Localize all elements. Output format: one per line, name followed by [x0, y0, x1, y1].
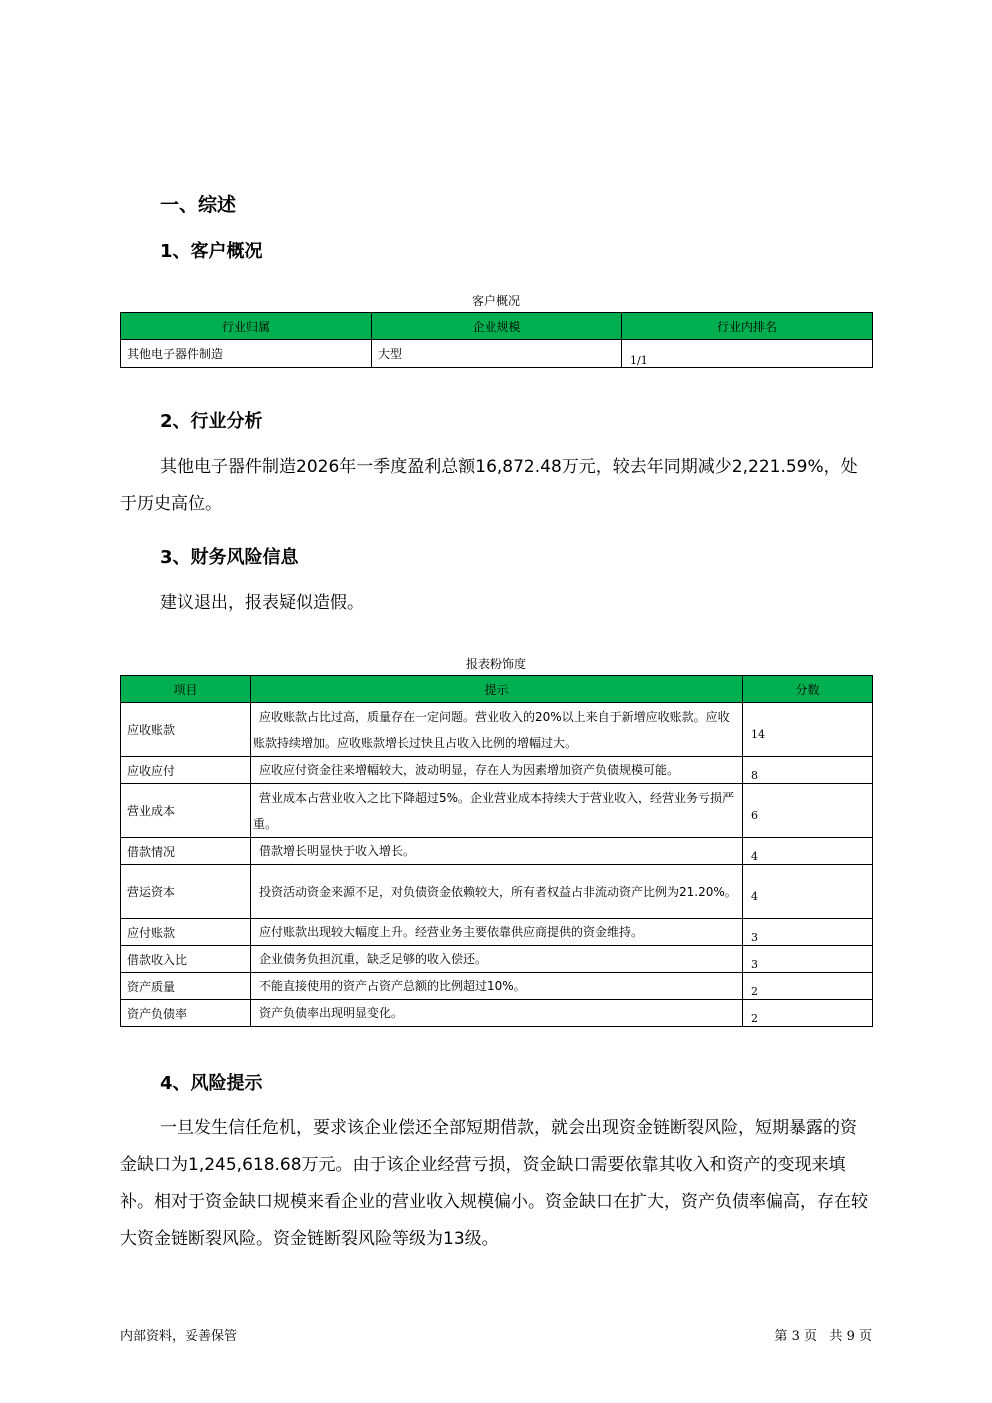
- industry-analysis-paragraph: 其他电子器件制造2026年一季度盈利总额16,872.48万元，较去年同期减少2,221.59%，处于历史高位。: [120, 457, 858, 514]
- score-value: 6: [751, 809, 758, 822]
- section-title-finance: 3、财务风险信息: [160, 547, 299, 568]
- item-cell: 应付账款: [121, 919, 251, 946]
- rank-cell: 1/1: [622, 340, 873, 368]
- window-table-caption: 报表粉饰度: [465, 657, 526, 671]
- score-value: 3: [751, 957, 758, 971]
- score-value: 4: [751, 849, 758, 863]
- hint-text: 企业债务负担沉重，缺乏足够的收入偿还。: [259, 952, 488, 966]
- hint-text: 不能直接使用的资产占资产总额的比例超过10%。: [259, 979, 526, 993]
- table-row: [121, 973, 873, 1000]
- item-cell: 营业成本: [121, 784, 251, 838]
- score-value: 2: [751, 1011, 758, 1025]
- section-title-overview: 一、综述: [160, 194, 237, 216]
- hint-text: 应收账款占比过高，质量存在一定问题。营业收入的20%以上来自于新增应收账款。应收账款持续增加。应收账款增长过快且占收入比例的增幅过大。: [253, 709, 730, 750]
- score-cell: [743, 784, 873, 838]
- score-cell: [743, 838, 873, 865]
- hint-text: 借款增长明显快于收入增长。: [259, 844, 416, 858]
- score-value: 14: [751, 728, 765, 741]
- hint-text: 资产负债率出现明显变化。: [259, 1006, 404, 1020]
- item-cell: 借款情况: [121, 838, 251, 865]
- column-header: 分数: [743, 676, 873, 703]
- total-prefix: 共: [829, 1329, 843, 1344]
- footer-confidential-note: 内部资料，妥善保管: [120, 1329, 238, 1344]
- customer-table-caption: 客户概况: [471, 294, 520, 308]
- score-cell: [743, 973, 873, 1000]
- item-cell: 借款收入比: [121, 946, 251, 973]
- industry-cell: 其他电子器件制造: [121, 340, 372, 368]
- score-cell: [743, 1000, 873, 1027]
- score-value: 3: [751, 930, 758, 944]
- risk-warning-paragraph: 一旦发生信任危机，要求该企业偿还全部短期借款，就会出现资金链断裂风险，短期暴露的资金缺口为1,245,618.68万元。由于该企业经营亏损，资金缺口需要依靠其收入和资产的变现来填补。相对于资金缺口规模来看企业的营业收入规模偏小。资金缺口在扩大，资产负债率偏高，存在较大资金链断裂风险。资金链断裂风险等级为13级。: [120, 1118, 868, 1249]
- score-value: 4: [751, 890, 758, 903]
- column-header: 提示: [251, 676, 743, 703]
- section-title-risk: 4、风险提示: [160, 1073, 263, 1094]
- score-cell: [743, 946, 873, 973]
- page-prefix: 第: [774, 1329, 788, 1344]
- table-header-row: [121, 313, 873, 340]
- score-cell: [743, 865, 873, 919]
- page-current: 3: [791, 1329, 800, 1344]
- score-value: 8: [751, 768, 758, 782]
- hint-cell: [251, 784, 743, 838]
- item-cell: 资产负债率: [121, 1000, 251, 1027]
- hint-cell: [251, 757, 743, 784]
- item-cell: 应收账款: [121, 703, 251, 757]
- footer-page-number: [774, 1325, 872, 1344]
- item-cell: 营运资本: [121, 865, 251, 919]
- hint-cell: [251, 973, 743, 1000]
- column-header: 行业归属: [121, 313, 372, 340]
- table-row: [121, 1000, 873, 1027]
- scale-cell: 大型: [372, 340, 622, 368]
- section-title-industry: 2、行业分析: [160, 411, 263, 432]
- hint-cell: [251, 1000, 743, 1027]
- customer-overview-table: [120, 312, 873, 368]
- hint-cell: [251, 703, 743, 757]
- item-cell: 应收应付: [121, 757, 251, 784]
- hint-cell: [251, 838, 743, 865]
- hint-text: 应付账款出现较大幅度上升。经营业务主要依靠供应商提供的资金维持。: [259, 925, 644, 939]
- report-window-dressing-table: [120, 675, 873, 1027]
- score-cell: [743, 919, 873, 946]
- table-row: [121, 703, 873, 757]
- section-title-customer: 1、客户概况: [160, 241, 263, 262]
- score-cell: [743, 703, 873, 757]
- table-row: [121, 946, 873, 973]
- hint-cell: [251, 919, 743, 946]
- score-value: 2: [751, 984, 758, 998]
- score-cell: [743, 757, 873, 784]
- table-row: [121, 838, 873, 865]
- hint-text: 营业成本占营业收入之比下降超过5%。企业营业成本持续大于营业收入，经营业务亏损严重。: [253, 790, 735, 831]
- table-row: [121, 784, 873, 838]
- total-suffix: 页: [858, 1329, 872, 1344]
- column-header: 项目: [121, 676, 251, 703]
- hint-text: 应收应付资金往来增幅较大，波动明显，存在人为因素增加资产负债规模可能。: [259, 763, 680, 777]
- column-header: 行业内排名: [622, 313, 873, 340]
- hint-text: 投资活动资金来源不足，对负债资金依赖较大，所有者权益占非流动资产比例为21.20%。: [259, 884, 737, 899]
- column-header: 企业规模: [372, 313, 622, 340]
- table-row: [121, 340, 873, 368]
- finance-risk-paragraph: 建议退出，报表疑似造假。: [160, 593, 364, 613]
- table-header-row: [121, 676, 873, 703]
- hint-cell: [251, 946, 743, 973]
- table-row: [121, 865, 873, 919]
- page-total: 9: [846, 1329, 855, 1344]
- page-mid: 页: [803, 1329, 817, 1344]
- item-cell: 资产质量: [121, 973, 251, 1000]
- table-row: [121, 919, 873, 946]
- hint-cell: [251, 865, 743, 919]
- table-row: [121, 757, 873, 784]
